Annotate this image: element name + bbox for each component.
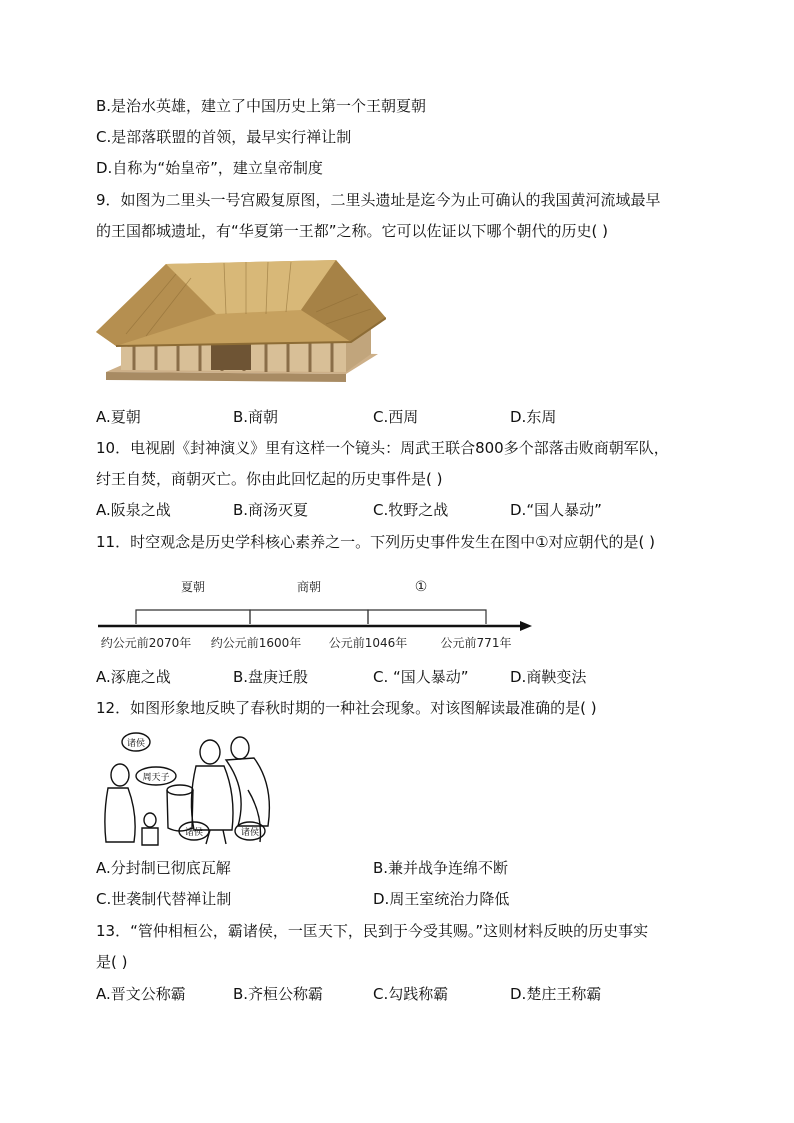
cartoon-label-zhuhou-3: 诸侯 <box>240 828 260 838</box>
q10-stem-line1: 10．电视剧《封神演义》里有这样一个镜头：周武王联合800多个部落击败商朝军队， <box>96 439 669 457</box>
q12-option-a[interactable]: A.分封制已彻底瓦解 <box>96 859 231 877</box>
cartoon-label-zhuhou-2: 诸侯 <box>184 828 204 838</box>
q13-option-d[interactable]: D.楚庄王称霸 <box>510 985 602 1003</box>
palace-reconstruction-image <box>96 254 386 389</box>
q13-stem-line2: 是( ) <box>96 953 128 971</box>
timeline-period-shang: 商朝 <box>296 580 322 594</box>
q9-stem-line1: 9．如图为二里头一号宫殿复原图，二里头遗址是迄今为止可确认的我国黄河流域最早 <box>96 191 661 209</box>
q10-option-d[interactable]: D.“国人暴动” <box>510 501 602 519</box>
q8-option-c: C.是部落联盟的首领，最早实行禅让制 <box>96 128 352 146</box>
q11-options <box>96 667 696 687</box>
timeline-date-2: 约公元前1600年 <box>210 636 302 650</box>
q13-stem-line1: 13．“管仲相桓公，霸诸侯，一匡天下，民到于今受其赐。”这则材料反映的历史事实 <box>96 922 649 940</box>
q9-option-a[interactable]: A.夏朝 <box>96 408 141 426</box>
timeline-period-xia: 夏朝 <box>180 580 206 594</box>
timeline-date-4: 公元前771年 <box>440 636 512 650</box>
q11-option-d[interactable]: D.商鞅变法 <box>510 668 587 686</box>
q13-option-b[interactable]: B.齐桓公称霸 <box>233 985 324 1003</box>
q10-option-a[interactable]: A.阪泉之战 <box>96 501 171 519</box>
q13-option-a[interactable]: A.晋文公称霸 <box>96 985 186 1003</box>
q12-options <box>96 858 696 910</box>
dynasty-timeline <box>96 570 536 655</box>
q11-option-a[interactable]: A.涿鹿之战 <box>96 668 171 686</box>
q9-option-d[interactable]: D.东周 <box>510 408 557 426</box>
q12-option-b[interactable]: B.兼并战争连绵不断 <box>373 859 509 877</box>
q12-option-d[interactable]: D.周王室统治力降低 <box>373 890 510 908</box>
q9-option-c[interactable]: C.西周 <box>373 408 419 426</box>
timeline-date-3: 公元前1046年 <box>328 636 408 650</box>
q13-option-c[interactable]: C.勾践称霸 <box>373 985 449 1003</box>
q10-option-c[interactable]: C.牧野之战 <box>373 501 449 519</box>
q9-option-b[interactable]: B.商朝 <box>233 408 279 426</box>
q8-option-b: B.是治水英雄，建立了中国历史上第一个王朝夏朝 <box>96 97 427 115</box>
cartoon-label-zhuhou-1: 诸侯 <box>126 739 146 749</box>
cartoon-label-zhoutianzi: 周天子 <box>142 773 170 783</box>
q11-option-c[interactable]: C. “国人暴动” <box>373 668 469 686</box>
q8-option-d: D.自称为“始皇帝”，建立皇帝制度 <box>96 159 323 177</box>
q10-option-b[interactable]: B.商汤灭夏 <box>233 501 309 519</box>
q10-options <box>96 500 696 520</box>
q11-option-b[interactable]: B.盘庚迁殷 <box>233 668 309 686</box>
spring-autumn-cartoon <box>98 730 278 848</box>
q11-stem-line1: 11．时空观念是历史学科核心素养之一。下列历史事件发生在图中①对应朝代的是( ) <box>96 533 656 551</box>
timeline-date-1: 约公元前2070年 <box>100 636 192 650</box>
timeline-period-circle-1: ① <box>414 579 428 595</box>
q12-stem-line1: 12．如图形象地反映了春秋时期的一种社会现象。对该图解读最准确的是( ) <box>96 699 597 717</box>
q13-options <box>96 984 696 1004</box>
q10-stem-line2: 纣王自焚，商朝灭亡。你由此回忆起的历史事件是( ) <box>96 470 443 488</box>
q9-options <box>96 407 696 427</box>
q9-stem-line2: 的王国都城遗址，有“华夏第一王都”之称。它可以佐证以下哪个朝代的历史( ) <box>96 222 609 240</box>
q12-option-c[interactable]: C.世袭制代替禅让制 <box>96 890 232 908</box>
